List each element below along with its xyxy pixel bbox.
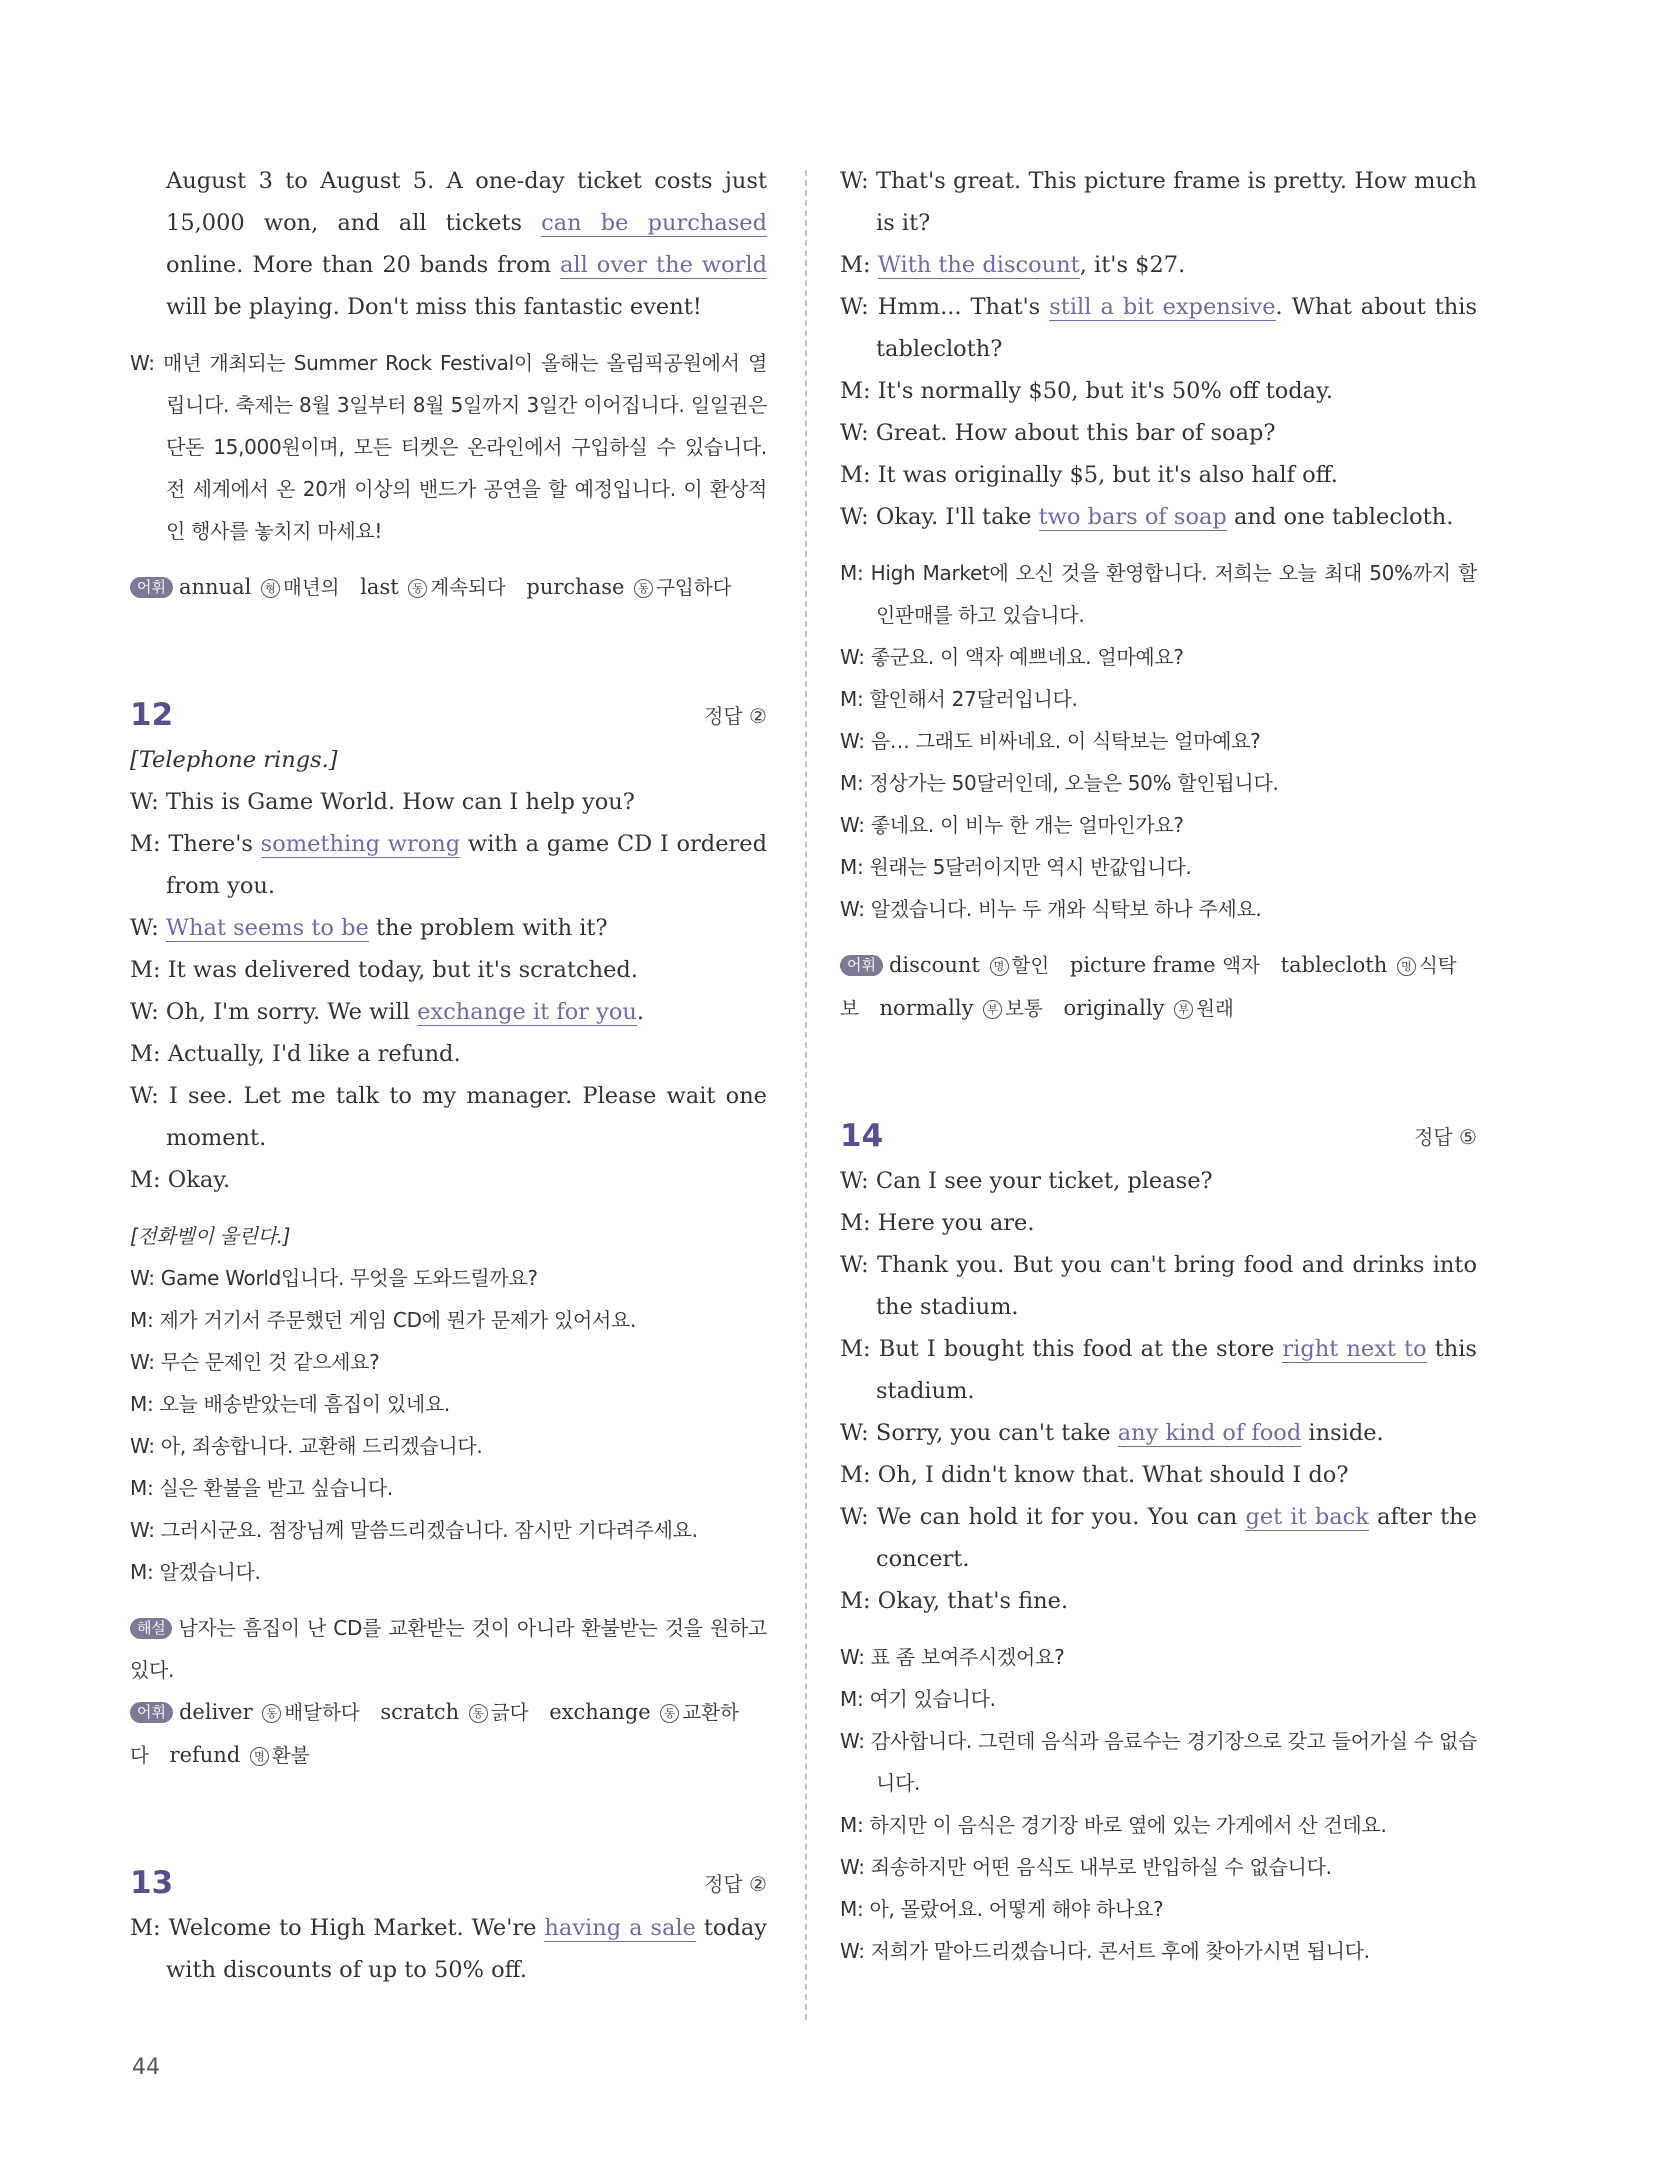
script-line <box>840 1496 1477 1580</box>
script-line <box>130 739 767 781</box>
script-line <box>840 454 1477 496</box>
text-run: M: Actually, I'd like a refund. <box>130 1041 461 1067</box>
vocab-word: deliver <box>178 1700 260 1724</box>
text-run: inside. <box>1301 1420 1384 1446</box>
underlined-phrase: can be purchased <box>541 210 767 236</box>
answer-label: 정답 ② <box>704 1872 767 1896</box>
translation-line: M: 원래는 5달러이지만 역시 반값입니다. <box>840 855 1192 879</box>
vocab-word: discount <box>888 953 987 977</box>
script-line <box>840 1454 1477 1496</box>
text-run: W: That's great. This picture frame is pretty. How much is it? <box>840 168 1477 236</box>
vocab-word: purchase <box>526 575 632 599</box>
vocab-meaning: 매년의 <box>283 576 340 599</box>
part-of-speech-badge: 부 <box>983 1000 1002 1019</box>
part-of-speech-badge: 부 <box>1174 1000 1193 1019</box>
continued-script-ko: W: 매년 개최되는 Summer Rock Festival이 올해는 올림픽공원에서 열립니다. 축제는 8월 3일부터 8월 5일까지 3일간 이어집니다. 일일권은 단돈 15,000원이며, 모든 티켓은 온라인에서 구입하실 수 있습니다. 전 세계에서 온 20개 이상의 밴드가 공연을 할 예정입니다. 이 환상적인 행사를 놓치지 마세요! <box>130 351 767 543</box>
vocab-word: exchange <box>549 1700 658 1724</box>
text-run: today with discounts of up to 50% off. <box>166 1915 767 1983</box>
vocab-item <box>526 575 731 599</box>
translation-line: W: 좋네요. 이 비누 한 개는 얼마인가요? <box>840 813 1184 837</box>
underlined-phrase: still a bit expensive <box>1049 294 1276 320</box>
script-line <box>130 823 767 907</box>
script-line <box>840 370 1477 412</box>
vocab-item <box>179 1700 360 1724</box>
text-run: the problem with it? <box>368 915 608 941</box>
translation-line: W: 저희가 맡아드리겠습니다. 콘서트 후에 찾아가시면 됩니다. <box>840 1939 1370 1963</box>
vocab-meaning: 구입하다 <box>656 576 732 599</box>
question-12-script-en <box>130 739 767 1201</box>
script-line <box>840 1244 1477 1328</box>
vocab-word: picture frame <box>1069 953 1223 977</box>
vocab-meaning: 계속되다 <box>430 576 506 599</box>
text-run: M: There's <box>130 831 261 857</box>
vocab-word: refund <box>169 1743 247 1767</box>
script-line <box>130 1033 767 1075</box>
vocab-word: scratch <box>380 1700 466 1724</box>
text-run: W: Hmm... That's <box>840 294 1050 320</box>
question-13-script-en-start <box>130 1907 767 1991</box>
script-line <box>130 781 767 823</box>
text-run: and one tablecloth. <box>1226 504 1454 530</box>
vocab-item <box>1064 996 1234 1020</box>
vocab-tag: 어휘 <box>130 577 173 598</box>
question-number: 13 <box>130 1865 174 1901</box>
text-run: M: Here you are. <box>840 1210 1035 1236</box>
underlined-phrase: having a sale <box>544 1915 696 1941</box>
underlined-phrase: any kind of food <box>1117 1420 1302 1446</box>
question-14-header <box>840 1100 1477 1160</box>
vocab-meaning: 액자 <box>1222 954 1260 977</box>
translation-line: M: High Market에 오신 것을 환영합니다. 저희는 오늘 최대 50%까지 할인판매를 하고 있습니다. <box>840 561 1477 627</box>
vocab-item <box>170 1743 310 1767</box>
vocab-item <box>1070 953 1260 977</box>
translation-line: M: 제가 거기서 주문했던 게임 CD에 뭔가 문제가 있어서요. <box>130 1308 637 1332</box>
answer-label: 정답 ⑤ <box>1414 1125 1477 1149</box>
text-run: W: Thank you. But you can't bring food and drinks into the stadium. <box>840 1252 1477 1320</box>
translation-line: M: 아, 몰랐어요. 어떻게 해야 하나요? <box>840 1897 1164 1921</box>
text-run: online. More than 20 bands from <box>166 252 561 278</box>
answer-label: 정답 ② <box>704 704 767 728</box>
vocab-meaning: 할인 <box>1011 954 1050 977</box>
vocab-tag: 어휘 <box>840 955 883 976</box>
text-run: W: Great. How about this bar of soap? <box>840 420 1276 446</box>
part-of-speech-badge: 동 <box>660 1704 679 1723</box>
translation-line: W: 죄송하지만 어떤 음식도 내부로 반입하실 수 없습니다. <box>840 1855 1332 1879</box>
text-run: W: Sorry, you can't take <box>840 1420 1118 1446</box>
part-of-speech-badge: 동 <box>469 1704 488 1723</box>
text-run: M: But I bought this food at the store <box>840 1336 1283 1362</box>
translation-line: W: 좋군요. 이 액자 예쁘네요. 얼마예요? <box>840 645 1184 669</box>
vocab-item <box>360 575 506 599</box>
script-line <box>840 496 1477 538</box>
part-of-speech-badge: 동 <box>408 579 427 598</box>
underlined-phrase: What seems to be <box>165 915 369 941</box>
translation-line: M: 오늘 배송받았는데 흠집이 있네요. <box>130 1392 450 1416</box>
text-run: W: <box>130 915 166 941</box>
question-number: 14 <box>840 1118 884 1154</box>
part-of-speech-badge: 명 <box>1397 957 1416 976</box>
script-line <box>130 1075 767 1159</box>
script-line <box>840 412 1477 454</box>
text-run: August 3 to August 5. A one-day ticket costs just 15,000 won, and all tickets <box>166 168 767 236</box>
vocab-item <box>380 1700 528 1724</box>
text-run: M: Okay, that's fine. <box>840 1588 1069 1614</box>
script-line <box>840 286 1477 370</box>
text-run: W: This is Game World. How can I help you? <box>130 789 635 815</box>
part-of-speech-badge: 동 <box>262 1704 281 1723</box>
script-line <box>840 1412 1477 1454</box>
question-14-script-ko <box>840 1636 1477 1972</box>
script-line <box>840 1202 1477 1244</box>
text-run: M: Okay. <box>130 1167 231 1193</box>
underlined-phrase: two bars of soap <box>1038 504 1227 530</box>
question-14-script-en <box>840 1160 1477 1622</box>
translation-line: W: 무슨 문제인 것 같으세요? <box>130 1350 380 1374</box>
text-run: M: It was delivered today, but it's scratched. <box>130 957 638 983</box>
underlined-phrase: exchange it for you <box>417 999 637 1025</box>
text-run: , it's $27. <box>1079 252 1186 278</box>
column-divider <box>805 170 807 2020</box>
vocab-block <box>130 566 767 609</box>
vocab-meaning: 배달하다 <box>284 1701 360 1724</box>
translation-line: W: 그러시군요. 점장님께 말씀드리겠습니다. 잠시만 기다려주세요. <box>130 1518 698 1542</box>
text-run: M: Welcome to High Market. We're <box>130 1915 545 1941</box>
vocab-word: tablecloth <box>1280 953 1394 977</box>
translation-line: M: 여기 있습니다. <box>840 1687 996 1711</box>
underlined-phrase: right next to <box>1282 1336 1427 1362</box>
translation-line: M: 정상가는 50달러인데, 오늘은 50% 할인됩니다. <box>840 771 1279 795</box>
part-of-speech-badge: 명 <box>250 1747 269 1766</box>
underlined-phrase: get it back <box>1245 1504 1369 1530</box>
underlined-phrase: something wrong <box>260 831 461 857</box>
text-run: M: <box>840 252 878 278</box>
vocab-meaning: 긁다 <box>490 1701 529 1724</box>
script-line <box>840 160 1477 244</box>
vocab-meaning: 식탁보 <box>840 954 1457 1020</box>
continued-script-en <box>130 160 767 328</box>
underlined-phrase: With the discount <box>877 252 1080 278</box>
explanation-block <box>130 1607 767 1691</box>
explanation-text: 남자는 흠집이 난 CD를 교환받는 것이 아니라 환불받는 것을 원하고 있다. <box>130 1616 767 1682</box>
vocab-word: originally <box>1063 996 1172 1020</box>
part-of-speech-badge: 명 <box>990 957 1009 976</box>
translation-line: W: 표 좀 보여주시겠어요? <box>840 1645 1065 1669</box>
translation-line: W: 음… 그래도 비싸네요. 이 식탁보는 얼마예요? <box>840 729 1261 753</box>
vocab-word: last <box>360 575 406 599</box>
vocab-block <box>130 1691 767 1777</box>
text-run: M: It's normally $50, but it's 50% off today. <box>840 378 1333 404</box>
question-12-header <box>130 679 767 739</box>
script-line <box>130 949 767 991</box>
question-13-script-en-cont <box>840 160 1477 538</box>
text-run: . What about this tablecloth? <box>876 294 1477 362</box>
translation-line: W: 알겠습니다. 비누 두 개와 식탁보 하나 주세요. <box>840 897 1262 921</box>
script-line <box>130 907 767 949</box>
translation-line: M: 할인해서 27달러입니다. <box>840 687 1078 711</box>
text-run: with a game CD I ordered from you. <box>166 831 768 899</box>
translation-line: M: 실은 환불을 받고 싶습니다. <box>130 1476 393 1500</box>
script-line <box>130 991 767 1033</box>
vocab-item <box>880 996 1043 1020</box>
script-line <box>130 1159 767 1201</box>
text-run: . <box>636 999 645 1025</box>
text-run: W: Oh, I'm sorry. We will <box>130 999 418 1025</box>
text-run: M: It was originally $5, but it's also half off. <box>840 462 1338 488</box>
part-of-speech-badge: 형 <box>261 579 280 598</box>
vocab-meaning: 보통 <box>1005 997 1043 1020</box>
vocab-block <box>840 944 1477 1030</box>
script-line <box>840 1328 1477 1412</box>
text-run: after the concert. <box>876 1504 1477 1572</box>
script-line <box>840 1160 1477 1202</box>
part-of-speech-badge: 동 <box>634 579 653 598</box>
vocab-meaning: 원래 <box>1196 997 1234 1020</box>
text-run: M: Oh, I didn't know that. What should I do? <box>840 1462 1349 1488</box>
question-number: 12 <box>130 697 174 733</box>
translation-line: W: Game World입니다. 무엇을 도와드릴까요? <box>130 1266 538 1290</box>
question-13-header <box>130 1847 767 1907</box>
vocab-word: normally <box>879 996 981 1020</box>
question-13-script-ko <box>840 552 1477 930</box>
text-run: will be playing. Don't miss this fantastic event! <box>166 294 702 320</box>
vocab-tag: 어휘 <box>130 1702 173 1723</box>
text-run: [Telephone rings.] <box>130 747 338 773</box>
vocab-word: annual <box>178 575 258 599</box>
translation-line: M: 알겠습니다. <box>130 1560 261 1584</box>
text-run: W: Okay. I'll take <box>840 504 1039 530</box>
left-column <box>130 160 767 1991</box>
text-run: W: I see. Let me talk to my manager. Please wait one moment. <box>130 1083 767 1151</box>
vocab-item <box>179 575 340 599</box>
text-run: this stadium. <box>876 1336 1477 1404</box>
script-line <box>840 1580 1477 1622</box>
text-run: W: We can hold it for you. You can <box>840 1504 1246 1530</box>
underlined-phrase: all over the world <box>560 252 767 278</box>
translation-line: W: 감사합니다. 그런데 음식과 음료수는 경기장으로 갖고 들어가실 수 없습니다. <box>840 1729 1477 1795</box>
script-line <box>130 1907 767 1991</box>
script-line <box>840 244 1477 286</box>
vocab-meaning: 환불 <box>271 1744 310 1767</box>
question-12-script-ko <box>130 1215 767 1593</box>
translation-line: W: 아, 죄송합니다. 교환해 드리겠습니다. <box>130 1434 483 1458</box>
translation-line: [전화벨이 울린다.] <box>130 1224 291 1248</box>
translation-line: M: 하지만 이 음식은 경기장 바로 옆에 있는 가게에서 산 건데요. <box>840 1813 1387 1837</box>
text-run: W: Can I see your ticket, please? <box>840 1168 1213 1194</box>
vocab-item <box>889 953 1049 977</box>
vocab-meaning: 교환하다 <box>130 1701 739 1767</box>
explanation-tag: 해설 <box>130 1618 172 1639</box>
right-column <box>840 160 1477 1972</box>
page-number: 44 <box>132 2055 160 2080</box>
